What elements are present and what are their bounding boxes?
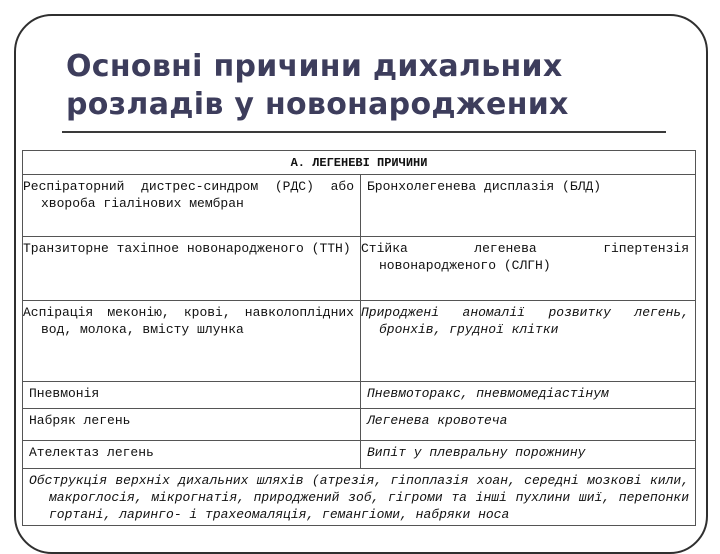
footer-cell: Обструкція верхніх дихальних шляхів (атрезія, гіпоплазія хоан, середні мозкові кили, макроглосія, мікрогнатія, природжений зоб, гігроми та інші пухлини шиї, перепонки гортані, ларинго- і трахеомаляція, гемангіоми, набряки носа	[23, 469, 696, 526]
title-underline	[62, 131, 666, 133]
table-header: А. ЛЕГЕНЕВІ ПРИЧИНИ	[23, 151, 696, 175]
left-cell: Аспірація меконію, крові, навколоплідних вод, молока, вмісту шлунка	[23, 301, 361, 382]
right-cell: Стійка легенева гіпертензія новонародженого (СЛГН)	[361, 237, 696, 301]
right-cell: Пневмоторакс, пневмомедіастінум	[361, 382, 696, 409]
slide-title: Основні причини дихальних розладів у новонароджених	[66, 49, 569, 122]
left-cell: Транзиторне тахіпное новонародженого (ТТН)	[23, 237, 361, 301]
causes-table	[22, 150, 696, 526]
left-cell: Набряк легень	[23, 409, 361, 441]
table-row	[23, 301, 696, 382]
left-cell: Пневмонія	[23, 382, 361, 409]
right-cell: Випіт у плевральну порожнину	[361, 441, 696, 469]
right-cell: Природжені аномалії розвитку легень, бронхів, грудної клітки	[361, 301, 696, 382]
table-footer-row	[23, 469, 696, 526]
right-cell: Бронхолегенева дисплазія (БЛД)	[361, 175, 696, 237]
table-header-row	[23, 151, 696, 175]
table-row	[23, 237, 696, 301]
table-row	[23, 441, 696, 469]
left-cell: Ателектаз легень	[23, 441, 361, 469]
table-row	[23, 409, 696, 441]
table-row	[23, 382, 696, 409]
left-cell: Респіраторний дистрес-синдром (РДС) або хвороба гіалінових мембран	[23, 175, 361, 237]
table-row	[23, 175, 696, 237]
right-cell: Легенева кровотеча	[361, 409, 696, 441]
